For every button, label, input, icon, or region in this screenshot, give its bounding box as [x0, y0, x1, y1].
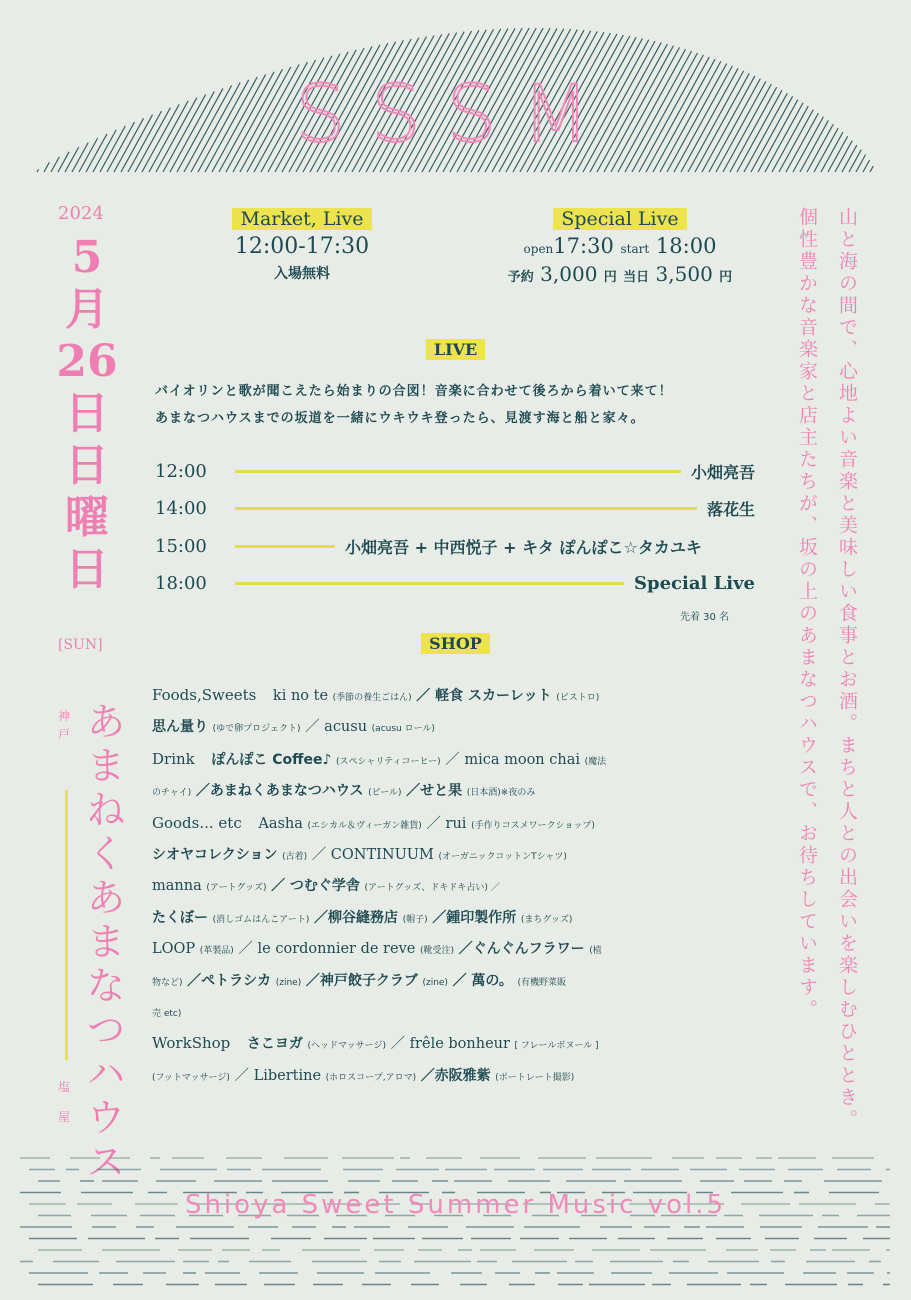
shop-name: たくぼー — [152, 909, 208, 926]
schedule-time: 18:00 — [155, 572, 207, 594]
market-label: Market, Live — [232, 208, 371, 230]
shop-desc: (日本酒)※夜のみ — [466, 788, 536, 799]
shop-category: WorkShop — [152, 1034, 231, 1053]
shop-desc: (季節の養生ごはん) — [332, 693, 412, 703]
shop-name: ぽんぽこ Coffee♪ — [211, 751, 332, 768]
shop-name: ／ つむぐ学舎 — [271, 878, 360, 895]
shop-desc: (フットマッサージ) — [152, 1072, 230, 1083]
shop-category: Goods... etc — [152, 813, 242, 832]
shop-name: ／ acusu — [305, 719, 368, 736]
month-kanji: 月 — [65, 284, 109, 335]
special-block — [480, 208, 760, 286]
shop-line — [152, 681, 762, 713]
shop-name: LOOP — [152, 941, 196, 958]
start-time: 18:00 — [655, 234, 717, 258]
schedule-act: 小畑亮吾 — [690, 462, 755, 482]
shop-line — [152, 809, 762, 841]
weekday-2: 曜 — [65, 492, 109, 543]
shop-desc: (オーガニックコットンTシャツ) — [438, 852, 567, 863]
shop-name: Aasha — [258, 815, 303, 832]
market-time: 12:00-17:30 — [234, 234, 370, 259]
venue-name: あまねくあまなつハウス — [86, 700, 125, 1184]
shop-name: manna — [152, 878, 202, 895]
shop-name: ／せと果 — [406, 783, 463, 800]
special-prices — [480, 262, 760, 286]
day-number: 26 — [56, 336, 118, 387]
shop-desc: (有機野菜販 — [517, 977, 567, 988]
weekday-3: 日 — [65, 544, 109, 595]
special-times — [480, 234, 760, 258]
shop-desc: (スペシャリティコーヒー) — [336, 756, 441, 767]
logo-title: SSSM — [295, 70, 616, 160]
schedule-act: 小畑亮吾 + 中西悦子 + キタ ぽんぽこ☆タカユキ — [345, 537, 702, 557]
start-label: start — [620, 242, 650, 256]
shop-desc: 物など) — [152, 977, 183, 988]
hatch-line — [44, 162, 49, 172]
shop-desc: (まちグッズ) — [520, 914, 573, 925]
shop-desc: (acusu ロール) — [371, 724, 435, 735]
venue-city: 神戸 — [58, 709, 71, 741]
shop-line — [152, 904, 762, 935]
shop-desc: 売 etc) — [152, 1009, 182, 1020]
shop-name: ／ le cordonnier de reve — [238, 941, 416, 958]
shop-desc: [ フレールボヌール ] — [514, 1041, 599, 1052]
capacity-note: 先着 30 名 — [680, 612, 730, 623]
special-label: Special Live — [553, 208, 686, 230]
shop-name: ki no te — [272, 688, 329, 704]
live-title: LIVE — [426, 339, 485, 360]
shop-name: シオヤコレクション — [152, 847, 278, 864]
live-intro — [155, 378, 775, 432]
vertical-copy-2: 個性豊かな音楽家と店主たちが、坂の上のあまなつハウスで、お待ちしています。 — [796, 207, 818, 1021]
shop-desc: (アートグッズ、ドキドキ占い) ／ — [364, 883, 500, 894]
door-label: 当日 — [623, 270, 650, 285]
schedule-time: 12:00 — [155, 460, 207, 482]
schedule-time: 15:00 — [155, 535, 207, 557]
live-heading — [0, 340, 911, 359]
shop-desc: (魔法 — [584, 756, 607, 767]
shop-name: ／ぐんぐんフラワー — [458, 941, 585, 958]
shop-name: ／柳谷縫務店 — [313, 909, 398, 926]
shop-desc: (zine) — [422, 977, 448, 988]
advance-price: 3,000 — [540, 262, 598, 286]
market-note: 入場無料 — [274, 266, 330, 282]
schedule-line — [235, 545, 335, 548]
hatch-line — [37, 169, 39, 172]
shop-name: ／ frêle bonheur — [390, 1036, 510, 1053]
weekday-english: [SUN] — [58, 637, 103, 653]
shop-desc: (帽子) — [402, 914, 428, 925]
schedule-act: 落花生 — [706, 499, 755, 519]
shop-desc: (古着) — [282, 852, 308, 863]
shop-desc: (革製品) — [199, 946, 234, 957]
advance-label: 予約 — [507, 270, 534, 285]
shop-name: ／ mica moon chai — [445, 751, 580, 768]
shop-desc: (ホロスコープ,アロマ) — [325, 1072, 417, 1083]
schedule-row — [155, 571, 755, 595]
shop-name: ／ rui — [426, 815, 467, 832]
shop-desc: (アートグッズ) — [206, 883, 267, 894]
shop-line — [152, 998, 762, 1029]
shop-category: Drink — [152, 749, 195, 768]
shop-name: ／ 軽食 スカーレット — [416, 688, 552, 704]
live-intro-2: あまなつハウスまでの坂道を一緒にウキウキ登ったら、見渡す海と船と家々。 — [155, 411, 645, 426]
schedule-act: Special Live — [633, 572, 755, 594]
shop-title: SHOP — [421, 633, 490, 654]
schedule-line — [235, 507, 697, 510]
day-kanji: 日 — [65, 388, 109, 439]
shop-desc: (ビストロ) — [556, 693, 600, 703]
month-number: 5 — [71, 232, 103, 283]
shop-desc: (ポートレート撮影) — [495, 1072, 575, 1083]
shop-name: ／神戸餃子クラブ — [305, 972, 418, 989]
shop-desc: (ゆで卵プロジェクト) — [212, 724, 301, 735]
door-price: 3,500 — [655, 262, 713, 286]
shop-name: ／ Libertine — [234, 1067, 322, 1084]
shop-desc: (靴受注) — [419, 946, 454, 957]
shop-desc: (ビール) — [368, 788, 402, 799]
yen-1: 円 — [603, 270, 617, 285]
schedule-row — [155, 534, 755, 558]
shop-desc: (ヘッドマッサージ) — [307, 1041, 386, 1052]
shop-line — [152, 1029, 762, 1061]
schedule-line — [235, 470, 681, 473]
schedule-row — [155, 496, 755, 520]
shop-line — [152, 777, 762, 808]
event-year: 2024 — [58, 203, 104, 224]
shop-line — [152, 1062, 762, 1093]
shop-name: ／赤阪雅紫 — [420, 1067, 491, 1084]
schedule-time: 14:00 — [155, 497, 207, 519]
shop-line — [152, 935, 762, 966]
shop-line — [152, 967, 762, 998]
shop-line — [152, 713, 762, 744]
shop-desc: (植 — [589, 946, 602, 957]
shop-desc: (手作りコスメワークショップ) — [471, 820, 595, 831]
schedule-row — [155, 459, 755, 483]
shop-line — [152, 841, 762, 872]
open-label: open — [523, 242, 554, 256]
event-date — [52, 232, 122, 596]
shop-name: さこヨガ — [246, 1036, 303, 1053]
hatch-line — [870, 166, 873, 172]
yen-2: 円 — [719, 270, 733, 285]
vertical-copy-1: 山と海の間で、心地よい音楽と美味しい食事とお酒。まちと人との出会いを楽しむひととき。 — [836, 207, 858, 1131]
venue-divider-line — [65, 790, 68, 1060]
weekday-1: 日 — [65, 440, 109, 491]
shop-category: Foods,Sweets — [152, 686, 257, 704]
hatch-line — [863, 160, 870, 172]
shop-list — [152, 681, 762, 1093]
shop-desc: (エシカル＆ヴィーガン雑貨) — [307, 820, 422, 831]
shop-desc: のチャイ) — [152, 788, 192, 799]
shop-name: ／ペトラシカ — [187, 972, 272, 989]
shop-name: 思ん量り — [152, 719, 208, 736]
shop-line — [152, 872, 762, 903]
shop-desc: (zine) — [275, 977, 302, 988]
shop-heading — [0, 634, 911, 653]
open-time: 17:30 — [553, 234, 614, 258]
shop-line — [152, 745, 762, 777]
sea-wave-lines-graphic — [0, 1150, 911, 1300]
shop-name: ／鍾印製作所 — [432, 909, 517, 926]
footer-title: Shioya Sweet Summer Music vol.5 — [184, 1190, 727, 1220]
market-block — [212, 208, 392, 283]
shop-desc: (消しゴムはんこアート) — [212, 914, 310, 925]
live-intro-1: バイオリンと歌が聞こえたら始まりの合図！音楽に合わせて後ろから着いて来て！ — [155, 384, 673, 399]
shop-name: ／ 萬の。 — [452, 972, 513, 989]
venue-area: 塩屋 — [58, 1080, 71, 1124]
shop-name: ／あまねくあまなつハウス — [195, 783, 364, 800]
shop-name: ／ CONTINUUM — [311, 847, 434, 864]
schedule-line — [235, 582, 624, 585]
